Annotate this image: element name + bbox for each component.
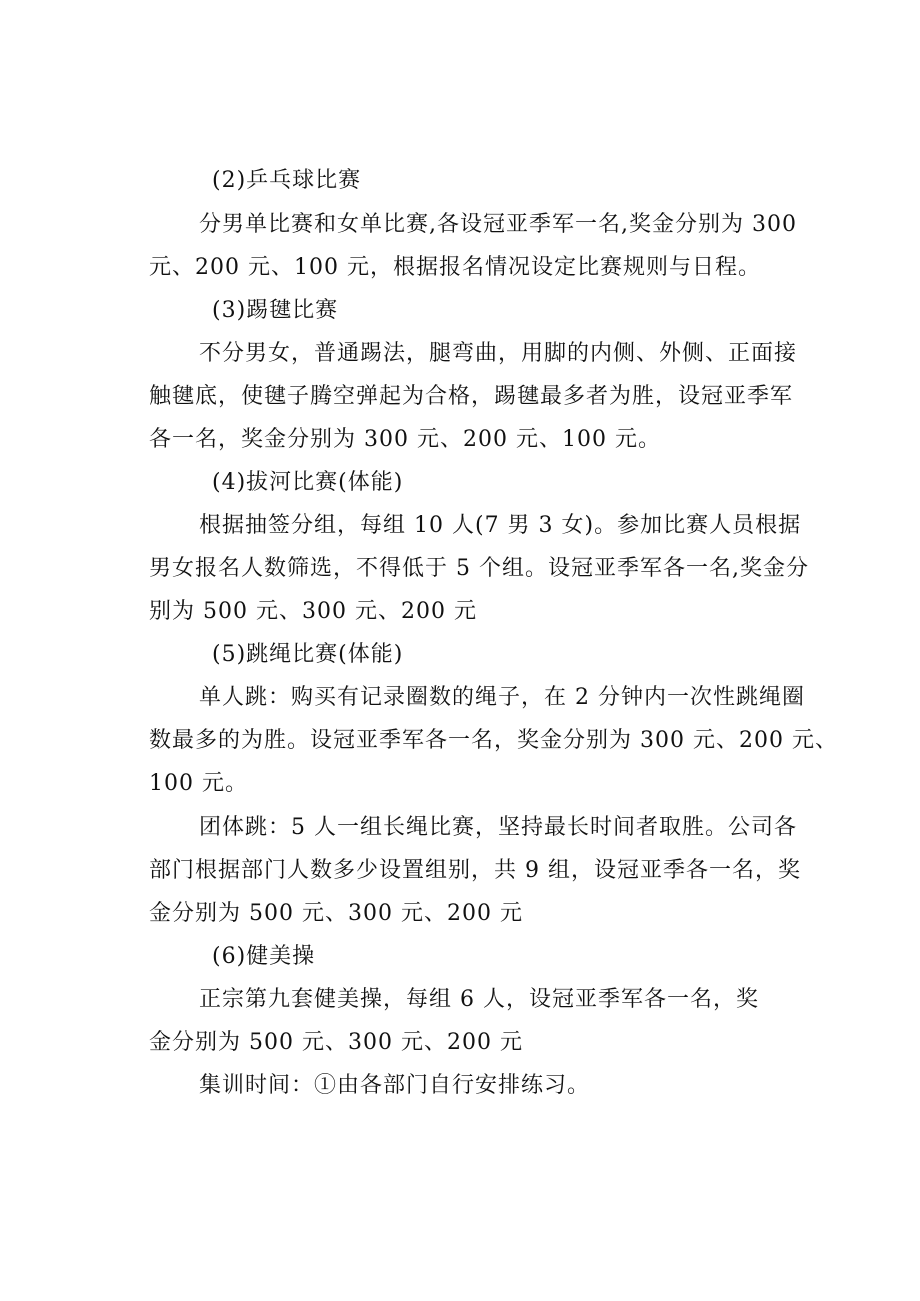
paragraph-line: 分男单比赛和女单比赛,各设冠亚季军一名,奖金分别为 300 [199, 212, 797, 237]
paragraph-line: 单人跳：购买有记录圈数的绳子，在 2 分钟内一次性跳绳圈 [199, 685, 805, 710]
section-heading-rope-skipping: (5)跳绳比赛(体能) [212, 642, 404, 667]
paragraph-line: 别为 500 元、300 元、200 元 [149, 599, 477, 624]
paragraph-line: 金分别为 500 元、300 元、200 元 [149, 1030, 523, 1055]
paragraph-line: 数最多的为胜。设冠亚季军各一名，奖金分别为 300 元、200 元、 [149, 728, 838, 753]
paragraph-line: 各一名，奖金分别为 300 元、200 元、100 元。 [149, 427, 661, 452]
paragraph-line: 不分男女，普通踢法，腿弯曲，用脚的内侧、外侧、正面接 [199, 341, 798, 366]
section-heading-shuttlecock: (3)踢毽比赛 [212, 298, 339, 323]
section-heading-aerobics: (6)健美操 [212, 944, 316, 969]
paragraph-line: 根据抽签分组，每组 10 人(7 男 3 女)。参加比赛人员根据 [199, 513, 802, 538]
paragraph-line: 男女报名人数筛选，不得低于 5 个组。设冠亚季军各一名,奖金分 [149, 556, 809, 581]
paragraph-line: 金分别为 500 元、300 元、200 元 [149, 901, 523, 926]
paragraph-line: 100 元。 [149, 771, 248, 796]
paragraph-line: 集训时间：①由各部门自行安排练习。 [199, 1073, 591, 1098]
section-heading-table-tennis: (2)乒乓球比赛 [212, 168, 362, 193]
paragraph-line: 团体跳：5 人一组长绳比赛，坚持最长时间者取胜。公司各 [199, 815, 797, 840]
paragraph-line: 元、200 元、100 元，根据报名情况设定比赛规则与日程。 [149, 255, 761, 280]
paragraph-line: 正宗第九套健美操，每组 6 人，设冠亚季军各一名，奖 [199, 987, 759, 1012]
paragraph-line: 部门根据部门人数多少设置组别，共 9 组，设冠亚季各一名，奖 [149, 858, 801, 883]
section-heading-tug-of-war: (4)拔河比赛(体能) [212, 470, 404, 495]
paragraph-line: 触毽底，使毽子腾空弹起为合格，踢毽最多者为胜，设冠亚季军 [149, 384, 794, 409]
